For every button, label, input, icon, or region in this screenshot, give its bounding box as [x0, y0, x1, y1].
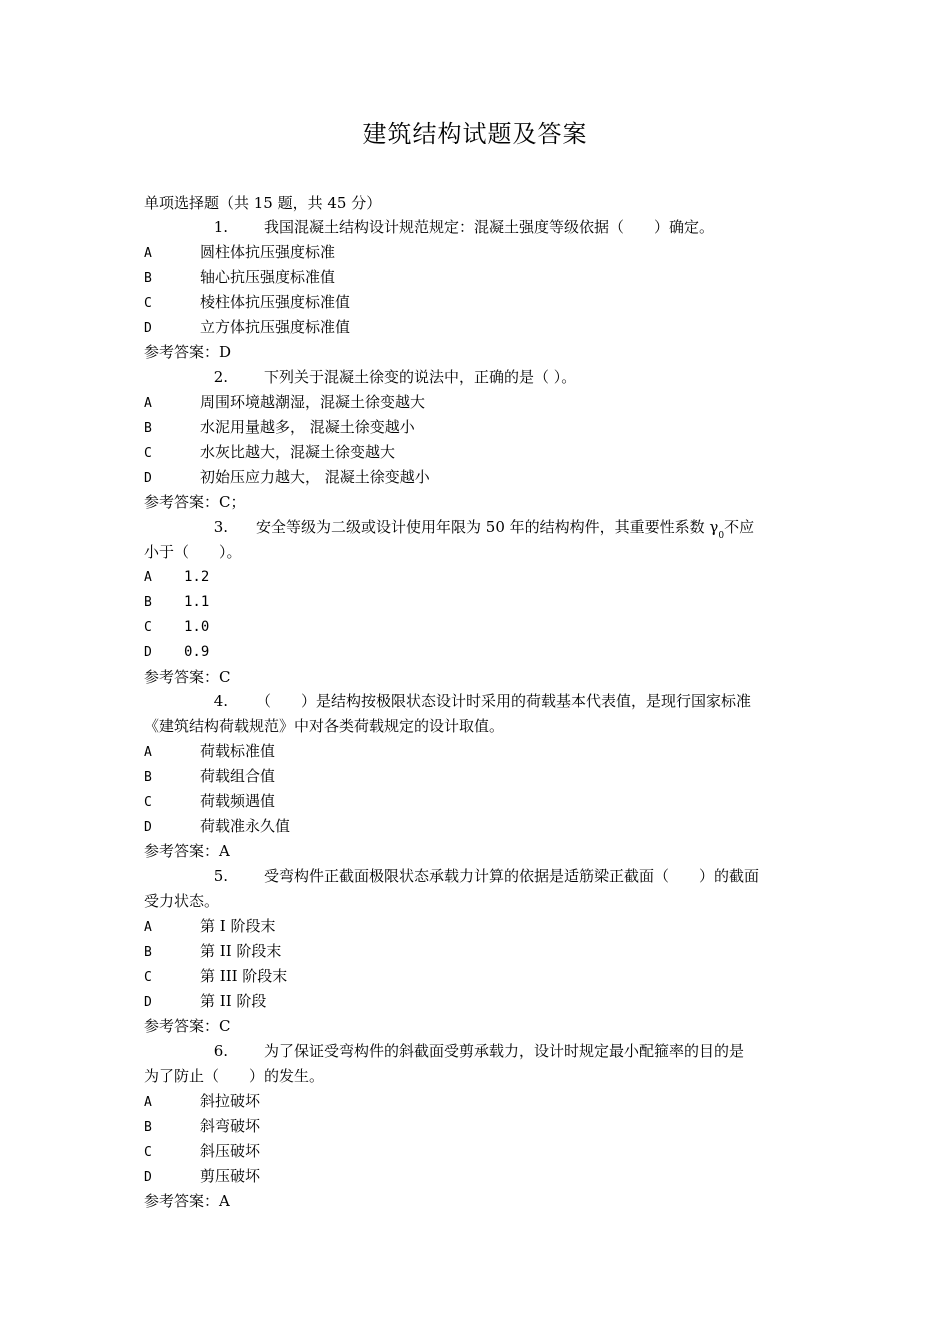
- option-text: 轴心抗压强度标准值: [200, 268, 336, 286]
- option-letter: C: [144, 1145, 152, 1160]
- option-letter: D: [144, 1170, 152, 1185]
- option-text: 第 III 阶段末: [200, 967, 288, 985]
- question-6: [144, 1040, 814, 1062]
- option-letter: D: [144, 321, 152, 336]
- option-text: 0.9: [184, 644, 210, 660]
- option-letter: B: [144, 271, 152, 286]
- option-letter: C: [144, 620, 152, 635]
- question-number: 2.: [213, 368, 228, 386]
- answer-4: 参考答案：A: [144, 842, 230, 860]
- question-4-continuation: 《建筑结构荷载规范》中对各类荷载规定的设计取值。: [144, 717, 505, 735]
- option-letter: C: [144, 446, 152, 461]
- option-letter: B: [144, 595, 152, 610]
- option-text: 第 I 阶段末: [200, 917, 276, 935]
- option-text: 初始压应力越大， 混凝土徐变越小: [200, 468, 430, 486]
- option-letter: A: [144, 745, 152, 760]
- question-1: [144, 216, 814, 238]
- option-text: 1.1: [184, 594, 210, 610]
- question-3-continuation: 小于（ ）。: [144, 543, 242, 561]
- option-letter: C: [144, 970, 152, 985]
- question-5: [144, 865, 814, 887]
- answer-6: 参考答案：A: [144, 1192, 230, 1210]
- option-letter: B: [144, 421, 152, 436]
- question-text: 我国混凝土结构设计规范规定：混凝土强度等级依据（ ）确定。: [264, 218, 715, 236]
- option-d: [144, 815, 814, 839]
- option-text: 斜拉破坏: [200, 1092, 261, 1110]
- option-letter: A: [144, 1095, 152, 1110]
- option-letter: D: [144, 995, 152, 1010]
- option-letter: A: [144, 246, 152, 261]
- option-b: [144, 591, 814, 614]
- option-text: 斜弯破坏: [200, 1117, 261, 1135]
- option-c: [144, 1140, 814, 1164]
- option-text: 剪压破坏: [200, 1167, 261, 1185]
- question-5-continuation: 受力状态。: [144, 892, 220, 910]
- answer-2: 参考答案：C；: [144, 493, 246, 511]
- option-text: 圆柱体抗压强度标准: [200, 243, 336, 261]
- question-text: 安全等级为二级或设计使用年限为 50 年的结构构件，其重要性系数 γ: [256, 518, 719, 536]
- option-letter: C: [144, 795, 152, 810]
- option-b: [144, 266, 814, 290]
- option-b: [144, 416, 814, 440]
- option-letter: A: [144, 920, 152, 935]
- question-number: 4.: [213, 692, 228, 710]
- option-text: 荷载标准值: [200, 742, 276, 760]
- option-letter: D: [144, 471, 152, 486]
- answer-3: 参考答案：C: [144, 668, 231, 686]
- option-letter: A: [144, 570, 152, 585]
- option-letter: B: [144, 1120, 152, 1135]
- option-text: 立方体抗压强度标准值: [200, 318, 351, 336]
- option-c: [144, 965, 814, 989]
- question-text: （ ）是结构按极限状态设计时采用的荷载基本代表值，是现行国家标准: [256, 692, 752, 710]
- option-d: [144, 316, 814, 340]
- option-b: [144, 940, 814, 964]
- option-c: [144, 616, 814, 639]
- option-text: 第 II 阶段: [200, 992, 267, 1010]
- option-d: [144, 466, 814, 490]
- option-text: 荷载频遇值: [200, 792, 276, 810]
- option-b: [144, 1115, 814, 1139]
- option-letter: A: [144, 396, 152, 411]
- question-number: 6.: [213, 1042, 228, 1060]
- option-a: [144, 740, 814, 764]
- answer-5: 参考答案：C: [144, 1017, 231, 1035]
- option-text: 水泥用量越多， 混凝土徐变越小: [200, 418, 415, 436]
- option-a: [144, 915, 814, 939]
- option-text: 荷载组合值: [200, 767, 276, 785]
- option-text: 第 II 阶段末: [200, 942, 282, 960]
- option-d: [144, 641, 814, 664]
- question-number: 3.: [213, 518, 228, 536]
- question-4: [144, 690, 814, 712]
- option-b: [144, 765, 814, 789]
- option-a: [144, 566, 814, 589]
- question-number: 1.: [213, 218, 228, 236]
- option-text: 荷载准永久值: [200, 817, 291, 835]
- option-c: [144, 291, 814, 315]
- question-number: 5.: [213, 867, 228, 885]
- gamma-subscript: 0: [718, 531, 725, 541]
- option-text: 1.2: [184, 569, 210, 585]
- question-text: 受弯构件正截面极限状态承载力计算的依据是适筋梁正截面（ ）的截面: [264, 867, 760, 885]
- option-a: [144, 1090, 814, 1114]
- answer-1: 参考答案：D: [144, 343, 232, 361]
- option-d: [144, 1165, 814, 1189]
- option-a: [144, 391, 814, 415]
- option-letter: D: [144, 820, 152, 835]
- page-title: 建筑结构试题及答案: [362, 120, 588, 148]
- option-text: 水灰比越大，混凝土徐变越大: [200, 443, 396, 461]
- question-text: 下列关于混凝土徐变的说法中，正确的是（ ）。: [264, 368, 577, 386]
- option-letter: D: [144, 645, 152, 660]
- option-text: 棱柱体抗压强度标准值: [200, 293, 351, 311]
- question-text: 为了保证受弯构件的斜截面受剪承载力，设计时规定最小配箍率的目的是: [264, 1042, 745, 1060]
- option-c: [144, 441, 814, 465]
- option-letter: B: [144, 770, 152, 785]
- option-letter: C: [144, 296, 152, 311]
- section-header: 单项选择题（共 15 题，共 45 分）: [144, 194, 382, 212]
- option-text: 斜压破坏: [200, 1142, 261, 1160]
- question-text-end: 不应: [724, 518, 755, 536]
- question-6-continuation: 为了防止（ ）的发生。: [144, 1067, 325, 1085]
- option-d: [144, 990, 814, 1014]
- option-text: 周围环境越潮湿，混凝土徐变越大: [200, 393, 426, 411]
- option-letter: B: [144, 945, 152, 960]
- question-2: [144, 366, 814, 388]
- option-c: [144, 790, 814, 814]
- option-text: 1.0: [184, 619, 210, 635]
- option-a: [144, 241, 814, 265]
